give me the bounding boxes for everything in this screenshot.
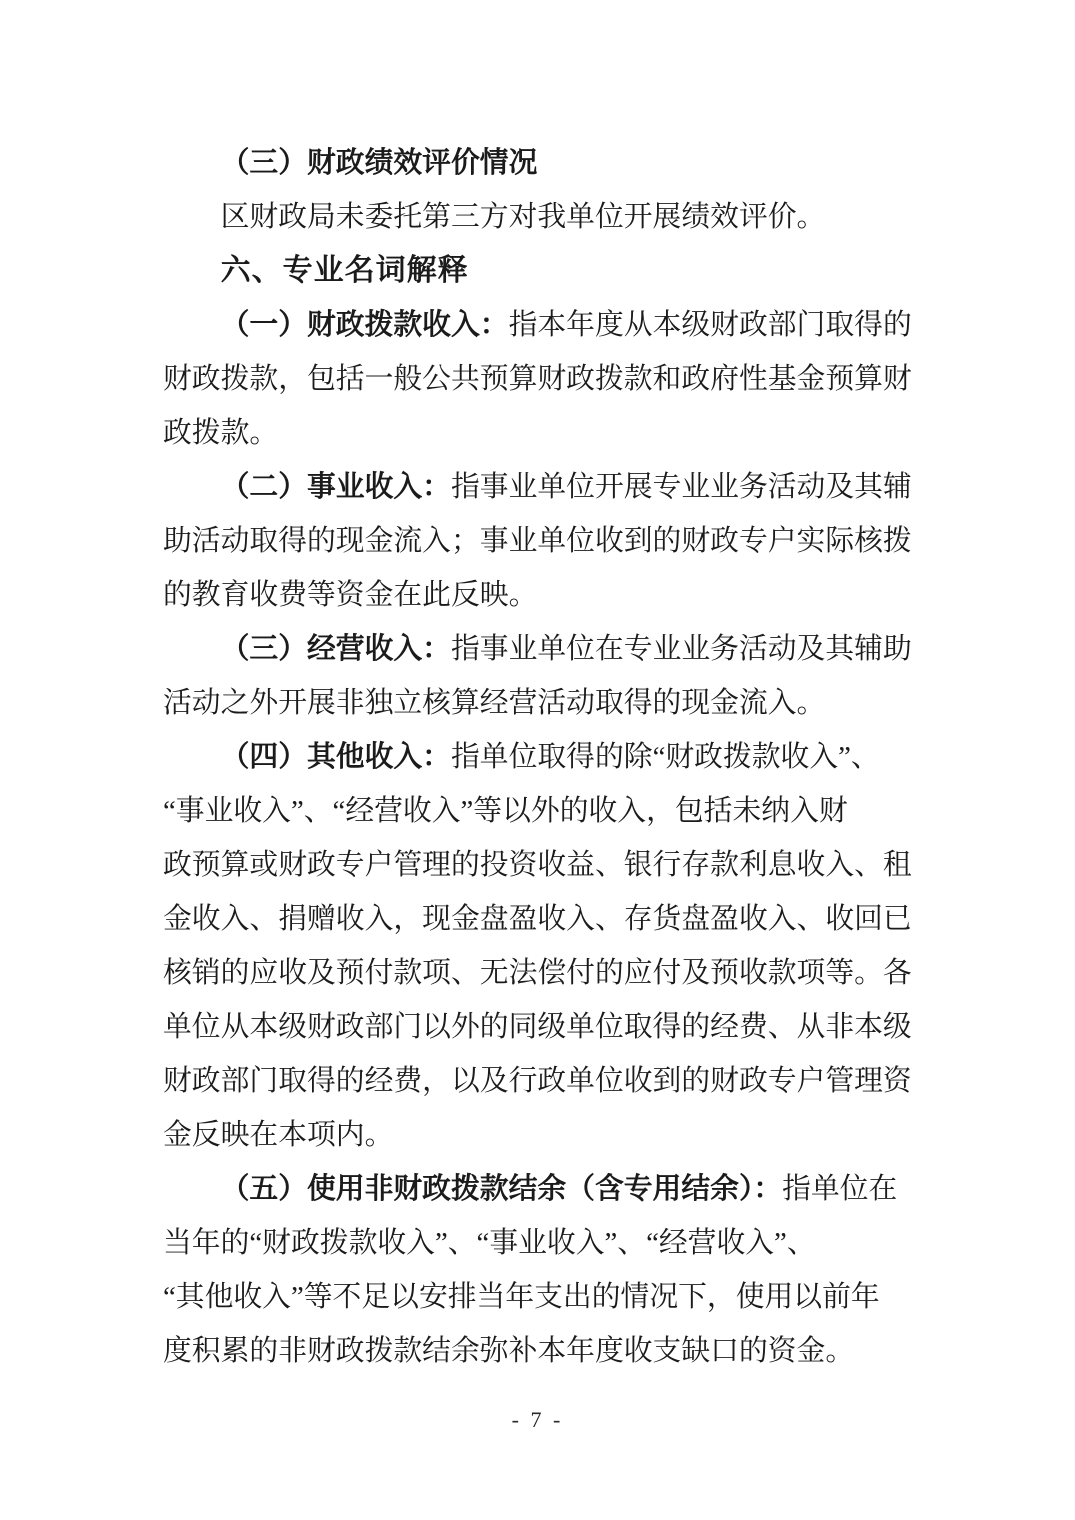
section-heading: 六、专业名词解释	[220, 254, 469, 287]
text-line	[163, 190, 919, 244]
text-line	[163, 946, 919, 1000]
text-line	[163, 1162, 919, 1216]
text-line	[163, 568, 919, 622]
page-body	[163, 136, 919, 1378]
text-segment: 单位从本级财政部门以外的同级单位取得的经费、从非本级	[163, 1011, 912, 1043]
text-segment: 政预算或财政专户管理的投资收益、银行存款利息收入、租	[163, 849, 912, 881]
text-line	[163, 784, 919, 838]
term-label: （四）其他收入：	[220, 741, 451, 773]
text-line	[163, 460, 919, 514]
text-segment: 指本年度从本级财政部门取得的	[508, 309, 912, 341]
text-line	[163, 1108, 919, 1162]
text-line	[163, 352, 919, 406]
text-segment: 金反映在本项内。	[163, 1119, 394, 1151]
text-line	[163, 1324, 919, 1378]
text-line	[163, 1054, 919, 1108]
text-segment: 区财政局未委托第三方对我单位开展绩效评价。	[220, 201, 826, 233]
text-line	[163, 244, 919, 298]
text-segment: 政拨款。	[163, 417, 279, 449]
text-segment: 指事业单位开展专业业务活动及其辅	[450, 471, 912, 503]
text-segment: 指单位取得的除“财政拨款收入”、	[450, 741, 880, 773]
text-segment: “其他收入”等不足以安排当年支出的情况下，使用以前年	[163, 1281, 880, 1313]
text-line	[163, 1216, 919, 1270]
text-line	[163, 838, 919, 892]
text-line	[163, 676, 919, 730]
text-segment: 度积累的非财政拨款结余弥补本年度收支缺口的资金。	[163, 1335, 855, 1367]
text-segment: 指事业单位在专业业务活动及其辅助	[450, 633, 912, 665]
text-line	[163, 1000, 919, 1054]
text-line	[163, 730, 919, 784]
text-segment: 当年的“财政拨款收入”、“事业收入”、“经营收入”、	[163, 1227, 816, 1259]
page-number: - 7 -	[511, 1407, 564, 1432]
text-segment: 活动之外开展非独立核算经营活动取得的现金流入。	[163, 687, 826, 719]
text-line	[163, 622, 919, 676]
text-segment: 财政拨款，包括一般公共预算财政拨款和政府性基金预算财	[163, 363, 912, 395]
text-line	[163, 1270, 919, 1324]
term-label: （二）事业收入：	[220, 471, 451, 503]
text-segment: 核销的应收及预付款项、无法偿付的应付及预收款项等。各	[163, 957, 912, 989]
term-label: （五）使用非财政拨款结余（含专用结余）：	[220, 1173, 783, 1205]
text-line	[163, 406, 919, 460]
term-label: （一）财政拨款收入：	[220, 309, 509, 341]
text-line	[163, 298, 919, 352]
term-label: （三）经营收入：	[220, 633, 451, 665]
text-line	[163, 514, 919, 568]
text-line	[163, 136, 919, 190]
text-segment: “事业收入”、“经营收入”等以外的收入，包括未纳入财	[163, 795, 848, 827]
term-label: （三）财政绩效评价情况	[220, 147, 538, 179]
text-segment: 财政部门取得的经费，以及行政单位收到的财政专户管理资	[163, 1065, 912, 1097]
text-segment: 金收入、捐赠收入，现金盘盈收入、存货盘盈收入、收回已	[163, 903, 912, 935]
text-segment: 助活动取得的现金流入；事业单位收到的财政专户实际核拨	[163, 525, 912, 557]
text-line	[163, 892, 919, 946]
text-segment: 指单位在	[782, 1173, 898, 1205]
text-segment: 的教育收费等资金在此反映。	[163, 579, 538, 611]
